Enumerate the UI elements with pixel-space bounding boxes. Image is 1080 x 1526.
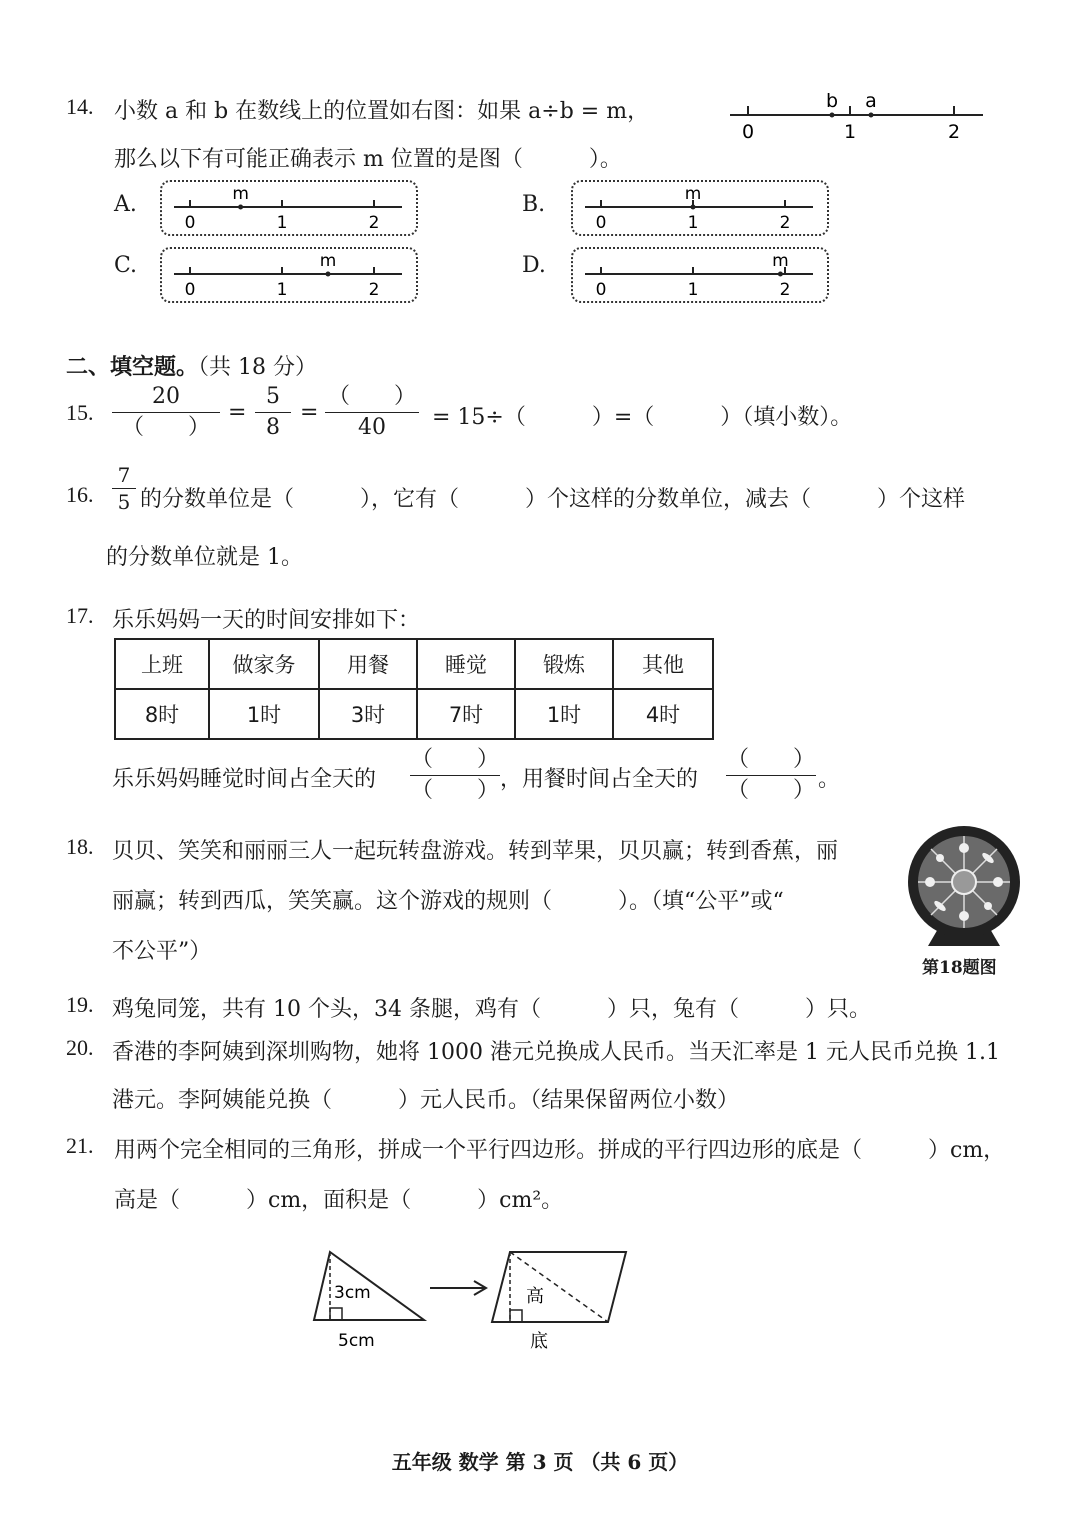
q15-fraction-3 — [325, 382, 419, 443]
header-cell: 做家务 — [209, 639, 319, 689]
meal-fraction-numerator-blank[interactable]: （ ） — [726, 747, 815, 772]
m-label: m — [232, 184, 249, 204]
q15-f3-numerator[interactable]: （ ） — [327, 384, 416, 409]
axis-tick-label: 1 — [687, 280, 699, 300]
axis-tick-label: 0 — [184, 280, 196, 300]
q21-line2: 高是（ ）cm，面积是（ ）cm²。 — [114, 1188, 564, 1213]
q18-figure-caption: 第18题图 — [922, 958, 997, 978]
m-label: m — [772, 251, 789, 271]
option-d-number-line — [573, 249, 827, 301]
parallelogram-height-label: 高 — [526, 1286, 544, 1307]
apple-icon — [936, 854, 944, 862]
q18-line3: 不公平”） — [112, 939, 212, 964]
q15-f1-denominator[interactable]: （ ） — [121, 415, 210, 440]
q16-denominator: 5 — [117, 490, 131, 514]
q19-number: 19. — [66, 992, 94, 1017]
axis-tick-label: 1 — [687, 213, 699, 233]
watermelon-icon — [993, 877, 1003, 887]
q17-number: 17. — [66, 603, 94, 628]
m-label: m — [684, 184, 702, 204]
q16-numerator: 7 — [117, 463, 131, 487]
triangle-height-label: 3cm — [334, 1283, 371, 1303]
q15-f2-denominator: 8 — [266, 415, 280, 440]
m-point — [691, 205, 696, 210]
apple-icon — [984, 902, 992, 910]
apple-icon — [959, 843, 969, 853]
table-cell: 3时 — [319, 689, 417, 739]
axis-tick-label: 2 — [779, 280, 791, 300]
table-cell: 1时 — [515, 689, 613, 739]
q15-fraction-1 — [112, 382, 220, 443]
option-b-number-line — [573, 182, 827, 234]
table-cell: 1时 — [209, 689, 319, 739]
triangle-base-label: 5cm — [338, 1331, 375, 1351]
spinner-wheel-figure — [904, 824, 1024, 952]
q15-equals-2: = — [300, 400, 319, 425]
q21-triangle-parallelogram-figure — [300, 1240, 640, 1355]
ref-point-a — [869, 113, 874, 118]
q19-text: 鸡兔同笼，共有 10 个头，34 条腿，鸡有（ ）只，兔有（ ）只。 — [112, 997, 871, 1022]
option-d-box[interactable] — [571, 247, 829, 303]
header-cell: 其他 — [613, 639, 713, 689]
option-d-letter[interactable]: D. — [522, 253, 546, 278]
ref-tick-label-0: 0 — [741, 121, 755, 143]
q15-f2-numerator: 5 — [266, 384, 280, 409]
axis-tick-label: 2 — [368, 213, 380, 233]
q14-number: 14. — [66, 94, 94, 119]
header-cell: 用餐 — [319, 639, 417, 689]
spinner-hub — [952, 870, 976, 894]
watermelon-icon — [925, 877, 935, 887]
axis-tick-label: 0 — [184, 213, 196, 233]
q17-sentence-a: 乐乐妈妈睡觉时间占全天的 — [112, 767, 377, 792]
axis-tick-label: 2 — [779, 213, 791, 233]
q16-line2: 的分数单位就是 1。 — [106, 545, 303, 570]
sleep-fraction-numerator-blank[interactable]: （ ） — [410, 747, 499, 772]
header-cell: 睡觉 — [417, 639, 515, 689]
q20-line1: 香港的李阿姨到深圳购物，她将 1000 港元兑换成人民币。当天汇率是 1 元人民币兑换 1.1 — [112, 1040, 1000, 1065]
section2-heading — [66, 350, 317, 381]
right-angle-mark — [330, 1308, 342, 1320]
table-row — [115, 689, 713, 739]
q15-equals-1: = — [228, 400, 247, 425]
ref-point-b — [830, 113, 835, 118]
q17-sentence-end: 。 — [818, 767, 841, 792]
m-point — [326, 272, 331, 277]
q21-line1: 用两个完全相同的三角形，拼成一个平行四边形。拼成的平行四边形的底是（ ）cm， — [114, 1138, 1006, 1163]
ref-tick-label-1: 1 — [843, 121, 857, 143]
q21-number: 21. — [66, 1133, 94, 1158]
table-cell: 8时 — [115, 689, 209, 739]
header-cell: 锻炼 — [515, 639, 613, 689]
page-footer: 五年级 数学 第 3 页 （共 6 页） — [391, 1450, 689, 1474]
q15-number: 15. — [66, 400, 94, 425]
section2-title: 二、填空题。 — [66, 355, 199, 380]
apple-icon — [959, 911, 969, 921]
ref-tick-label-2: 2 — [947, 121, 961, 143]
q17-sleep-fraction — [410, 745, 500, 806]
option-a-number-line — [162, 182, 416, 234]
option-c-box[interactable] — [160, 247, 418, 303]
parallelogram-diagonal — [510, 1252, 608, 1322]
ref-label-a: a — [865, 90, 877, 112]
axis-tick-label: 0 — [595, 213, 607, 233]
sleep-fraction-denominator-blank[interactable]: （ ） — [410, 778, 499, 803]
axis-tick-label: 0 — [595, 280, 607, 300]
axis-tick-label: 1 — [276, 213, 288, 233]
q14-line2: 那么以下有可能正确表示 m 位置的是图（ ）。 — [114, 147, 622, 172]
q14-line1: 小数 a 和 b 在数线上的位置如右图：如果 a÷b = m， — [114, 99, 650, 124]
m-label: m — [319, 251, 337, 271]
table-header-row — [115, 639, 713, 689]
option-c-number-line — [162, 249, 416, 301]
q16-number: 16. — [66, 482, 94, 507]
q15-f1-numerator: 20 — [152, 384, 180, 409]
axis-tick-label: 1 — [276, 280, 288, 300]
section2-score: （共 18 分） — [198, 355, 317, 380]
q20-number: 20. — [66, 1035, 94, 1060]
option-b-box[interactable] — [571, 180, 829, 236]
q17-meal-fraction — [726, 745, 816, 806]
option-b-letter[interactable]: B. — [522, 192, 546, 217]
q14-reference-number-line — [725, 88, 990, 150]
header-cell: 上班 — [115, 639, 209, 689]
axis-tick-label: 2 — [368, 280, 380, 300]
m-point — [778, 272, 783, 277]
table-cell: 4时 — [613, 689, 713, 739]
right-angle-mark — [510, 1310, 522, 1322]
q18-number: 18. — [66, 834, 94, 859]
option-a-letter[interactable]: A. — [114, 192, 137, 217]
q18-line1: 贝贝、笑笑和丽丽三人一起玩转盘游戏。转到苹果，贝贝赢；转到香蕉，丽 — [112, 839, 839, 864]
option-c-letter[interactable]: C. — [114, 253, 138, 278]
parallelogram-base-label: 底 — [530, 1331, 548, 1352]
q17-sentence-b: ，用餐时间占全天的 — [500, 767, 699, 792]
q17-schedule-table — [114, 638, 714, 740]
q16-line1: 的分数单位是（ ），它有（ ）个这样的分数单位，减去（ ）个这样 — [140, 487, 966, 512]
table-cell: 7时 — [417, 689, 515, 739]
q15-tail: = 15÷（ ）=（ ）（填小数）。 — [432, 405, 853, 430]
ref-label-b: b — [825, 90, 839, 112]
q15-f3-denominator: 40 — [358, 415, 386, 440]
q20-line2: 港元。李阿姨能兑换（ ）元人民币。（结果保留两位小数） — [112, 1088, 740, 1113]
parallelogram-shape — [492, 1252, 626, 1322]
q15-fraction-2 — [255, 382, 291, 443]
m-point — [238, 205, 243, 210]
meal-fraction-denominator-blank[interactable]: （ ） — [726, 778, 815, 803]
option-a-box[interactable] — [160, 180, 418, 236]
q17-intro: 乐乐妈妈一天的时间安排如下： — [112, 608, 421, 633]
q16-fraction — [112, 462, 136, 515]
q18-line2: 丽赢；转到西瓜，笑笑赢。这个游戏的规则（ ）。（填“公平”或“ — [112, 889, 784, 914]
